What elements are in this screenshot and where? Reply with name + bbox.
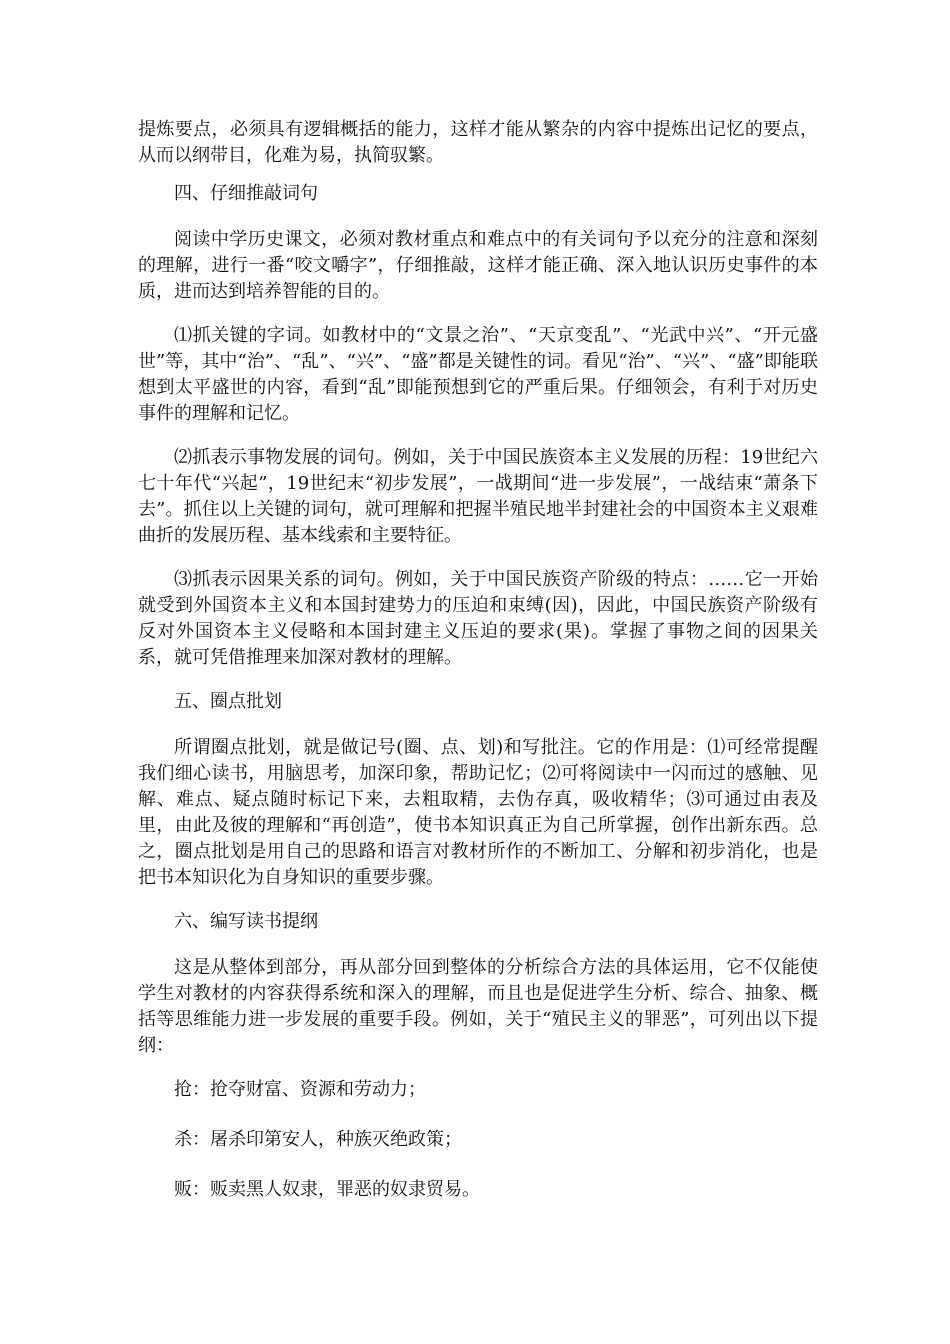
- paragraph-section-4-intro: 阅读中学历史课文，必须对教材重点和难点中的有关词句予以充分的注意和深刻的理解，进行一番“咬文嚼字”，仔细推敲，这样才能正确、深入地认识历史事件的本质，进而达到培养智能的目的。: [138, 229, 818, 302]
- paragraph-outline-intro: 这是从整体到部分，再从部分回到整体的分析综合方法的具体运用，它不仅能使学生对教材的内容获得系统和深入的理解，而且也是促进学生分析、综合、抽象、概括等思维能力进一步发展的重要手段。例如，关于“殖民主义的罪恶”，可列出以下提纲：: [138, 957, 818, 1056]
- section-heading-6: 六、编写读书提纲: [174, 911, 318, 932]
- outline-item-traffic: 贩：贩卖黑人奴隶，罪恶的奴隶贸易。: [174, 1179, 480, 1200]
- outline-item-kill: 杀：屠杀印第安人，种族灭绝政策；: [174, 1129, 462, 1150]
- paragraph-summary-continuation: 提炼要点，必须具有逻辑概括的能力，这样才能从繁杂的内容中提炼出记忆的要点，从而以纲带目，化难为易，执简驭繁。: [138, 119, 818, 166]
- outline-item-rob: 抢：抢夺财富、资源和劳动力；: [174, 1079, 426, 1100]
- section-heading-5: 五、圈点批划: [174, 691, 282, 712]
- paragraph-causal-words: ⑶抓表示因果关系的词句。例如，关于中国民族资产阶级的特点：……它一开始就受到外国资本主义和本国封建势力的压迫和束缚(因)，因此，中国民族资产阶级有反对外国资本主义侵略和本国封建主义压迫的要求(果)。掌握了事物之间的因果关系，就可凭借推理来加深对教材的理解。: [138, 569, 818, 668]
- document-body: [138, 117, 818, 1227]
- paragraph-development-words: ⑵抓表示事物发展的词句。例如，关于中国民族资本主义发展的历程：19世纪六七十年代“兴起”，19世纪末“初步发展”，一战期间“进一步发展”，一战结束“萧条下去”。抓住以上关键的词句，就可理解和把握半殖民地半封建社会的中国资本主义艰难曲折的发展历程、基本线索和主要特征。: [138, 447, 818, 546]
- paragraph-key-words: ⑴抓关键的字词。如教材中的“文景之治”、“天京变乱”、“光武中兴”、“开元盛世”等，其中“治”、“乱”、“兴”、“盛”都是关键性的词。看见“治”、“兴”、“盛”即能联想到太平盛世的内容，看到“乱”即能预想到它的严重后果。仔细领会，有利于对历史事件的理解和记忆。: [138, 325, 818, 424]
- section-heading-4: 四、仔细推敲词句: [174, 183, 318, 204]
- paragraph-annotation: 所谓圈点批划，就是做记号(圈、点、划)和写批注。它的作用是：⑴可经常提醒我们细心读书，用脑思考，加深印象，帮助记忆；⑵可将阅读中一闪而过的感触、见解、难点、疑点随时标记下来，去粗取精，去伪存真，吸收精华；⑶可通过由表及里，由此及彼的理解和“再创造”，使书本知识真正为自己所掌握，创作出新东西。总之，圈点批划是用自己的思路和语言对教材所作的不断加工、分解和初步消化，也是把书本知识化为自身知识的重要步骤。: [138, 737, 818, 888]
